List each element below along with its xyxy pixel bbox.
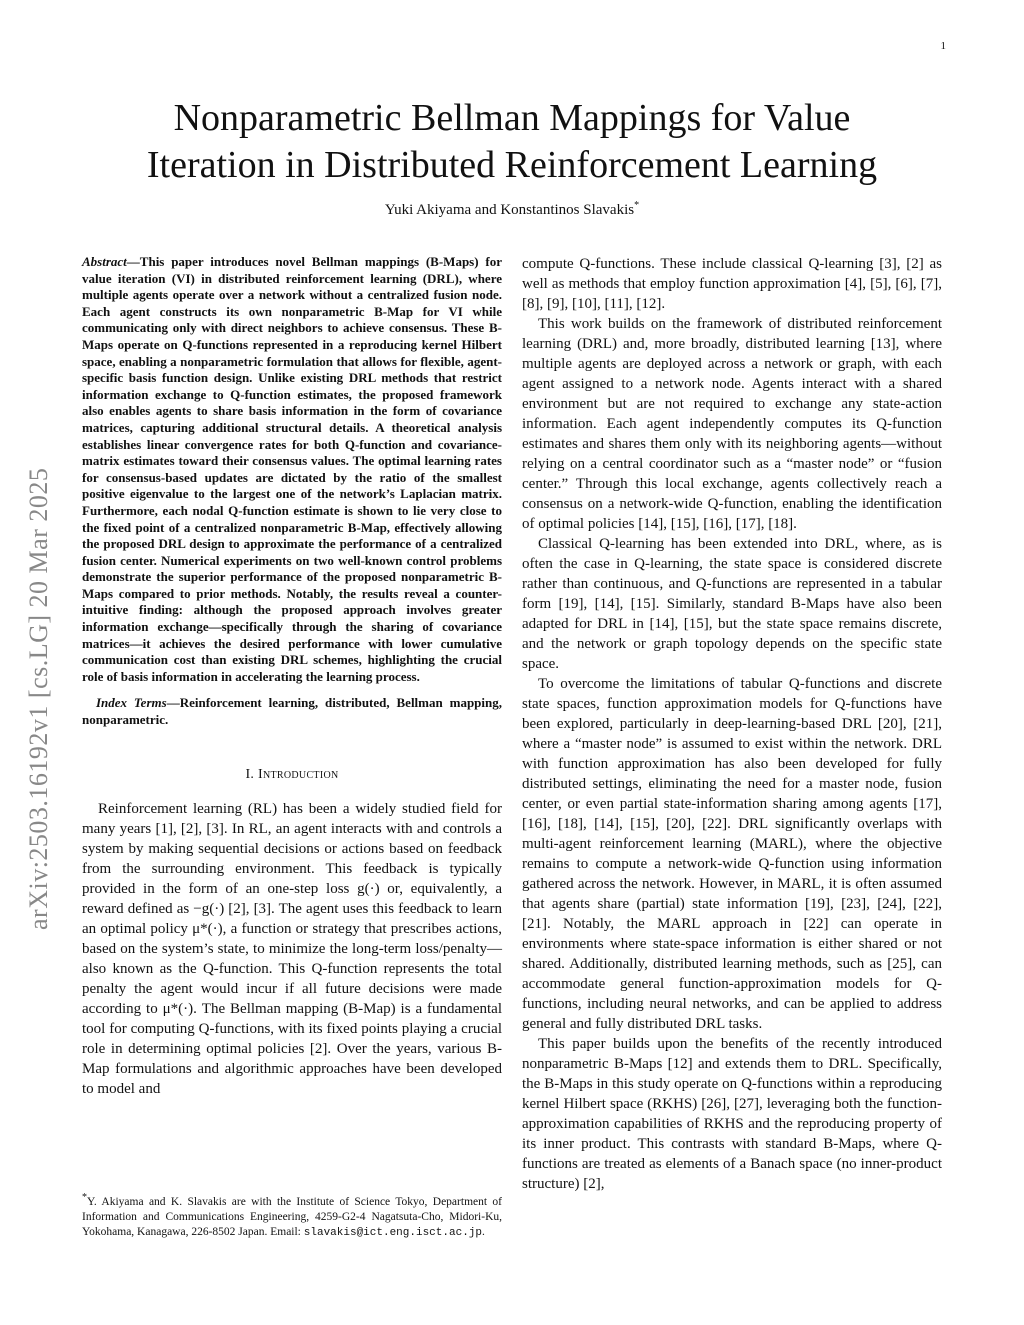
author-footnote-mark: *: [634, 200, 640, 211]
abstract-text: —This paper introduces novel Bellman mappings (B-Maps) for value iteration (VI) in distributed reinforcement learning (DRL), where multiple agents operate over a network without a centralized fusion node. Each agent constructs its own nonparametric B-Map for VI while communicating only with direct neighbors to achieve consensus. These B-Maps operate on Q-functions represented in a reproducing kernel Hilbert space, enabling a nonparametric formulation that allows for flexible, agent-specific basis function design. Unlike existing DRL methods that restrict information exchange to Q-function estimates, the proposed framework also enables agents to share basis information in the form of covariance matrices, capturing additional structural details. A theoretical analysis establishes linear convergence rates for both Q-function and covariance-matrix estimates toward their consensus values. The optimal learning rates for consensus-based updates are dictated by the ratio of the smallest positive eigenvalue to the largest one of the network’s Laplacian matrix. Furthermore, each nodal Q-function estimate is shown to lie very close to the fixed point of a centralized nonparametric B-Map, effectively allowing the proposed DRL design to approximate the performance of a centralized fusion center. Numerical experiments on two well-known control problems demonstrate the superior performance of the proposed nonparametric B-Maps compared to prior methods. Notably, the results reveal a counter-intuitive finding: although the proposed approach involves greater information exchange—specifically through the sharing of covariance matrices—it achieves the desired performance with lower cumulative communication cost than existing DRL schemes, highlighting the crucial role of basis information in accelerating the learning process.: [82, 254, 502, 684]
index-terms-text: —Reinforcement learning, distributed, Bellman mapping, nonparametric.: [82, 695, 502, 728]
left-column: [82, 254, 502, 1099]
index-terms: [82, 695, 502, 728]
paragraph-2: This work builds on the framework of distributed reinforcement learning (DRL) and, more broadly, distributed learning [13], where multiple agents are deployed across a network or graph, with each agent assigned to a network node. Agents interact with a shared environment but are not required to exchange any state-action information. Each agent independently computes its Q-function estimates and shares them only with its neighboring agents—without relying on a central coordinator such as a “master node” or “fusion center.” Through this local exchange, agents collectively reach a consensus on a network-wide Q-function, enabling the identification of optimal policies [14], [15], [16], [17], [18].: [522, 316, 942, 532]
footnote-email[interactable]: slavakis@ict.eng.isct.ac.jp: [303, 1226, 482, 1239]
intro-paragraph: Reinforcement learning (RL) has been a widely studied field for many years [1], [2], [3]. In RL, an agent interacts with and controls a system by making sequential decisions or actions based on feedback from the surrounding environment. This feedback is typically provided in the form of an one-step loss g(·) or, equivalently, a reward defined as −g(·) [2], [3]. The agent uses this feedback to learn an optimal policy μ*(·), a function or strategy that prescribes actions, based on the system’s state, to minimize the long-term loss/penalty—also known as the Q-function. This Q-function represents the total penalty the agent would incur if all future decisions were made according to μ*(·). The Bellman mapping (B-Map) is a fundamental tool for computing Q-functions, with its fixed points playing a crucial role in determining optimal policies [2]. Over the years, various B-Map formulations and algorithmic approaches have been developed to model and: [82, 800, 502, 1097]
title-line-1: Nonparametric Bellman Mappings for Value: [173, 97, 851, 139]
footnote: [82, 1190, 502, 1241]
index-terms-label: Index Terms: [96, 695, 167, 711]
footnote-mark: *: [82, 1192, 87, 1203]
paragraph-3: Classical Q-learning has been extended into DRL, where, as is often the case in Q-learning, the state space is considered discrete rather than continuous, and Q-functions are represented in a tabular form [19], [14], [15]. Similarly, standard B-Maps have also been adapted for DRL in [14], [15], but the state space remains discrete, and the network or graph topology depends on the specific state space.: [522, 536, 942, 672]
abstract-label: Abstract: [82, 254, 127, 269]
paragraph-5: This paper builds upon the benefits of the recently introduced nonparametric B-Maps [12] and extends them to DRL. Specifically, the B-Maps in this study operate on Q-functions within a reproducing kernel Hilbert space (RKHS) [26], [27], leveraging both the function-approximation capabilities of RKHS and the reproducing property of its inner product. This contrasts with standard B-Maps, where Q-functions are treated as elements of a Banach space (no inner-product structure) [2],: [522, 1036, 942, 1192]
paragraph-4: To overcome the limitations of tabular Q-functions and discrete state spaces, function approximation models for Q-functions have been explored, particularly in deep-learning-based DRL [20], [21], where a “master node” is assumed to exist within the network. DRL with function approximation has also been developed for fully distributed settings, eliminating the need for a master node, fusion center, or even partial state-information sharing among agents [17], [16], [18], [14], [15], [20], [22]. DRL significantly overlaps with multi-agent reinforcement learning (MARL), where the objective remains to compute a network-wide Q-function using information gathered across the network. However, in MARL, it is often assumed that agents share (partial) state information [19], [23], [24], [22], [21]. Notably, the MARL approach in [22] can operate in environments where state-space information is either shared or not shared. Additionally, distributed learning methods, such as [25], can accommodate general function-approximation models for Q-functions, including neural networks, and can be applied to address general and fully distributed DRL tasks.: [522, 676, 942, 1032]
author-names: Yuki Akiyama and Konstantinos Slavakis: [384, 202, 635, 218]
section-heading: I. Introduction: [245, 766, 339, 782]
abstract: [82, 254, 502, 685]
page-number: 1: [940, 40, 946, 52]
right-column: [522, 254, 942, 1194]
footnote-end: .: [482, 1225, 485, 1238]
paper-title: [80, 95, 944, 189]
footnote-text: Y. Akiyama and K. Slavakis are with the Institute of Science Tokyo, Department of Information and Communications Engineering, 4259-G2-4 Nagatsuta-Cho, Midori-Ku, Yokohama, Kanagawa, 226-8502 Japan. Email:: [82, 1195, 502, 1238]
author-line: [80, 200, 944, 219]
arxiv-identifier: arXiv:2503.16192v1 [cs.LG] 20 Mar 2025: [24, 467, 53, 930]
paragraph-1: compute Q-functions. These include classical Q-learning [3], [2] as well as methods that employ function approximation [4], [5], [6], [7], [8], [9], [10], [11], [12].: [522, 256, 942, 312]
title-line-2: Iteration in Distributed Reinforcement Learning: [146, 144, 878, 186]
